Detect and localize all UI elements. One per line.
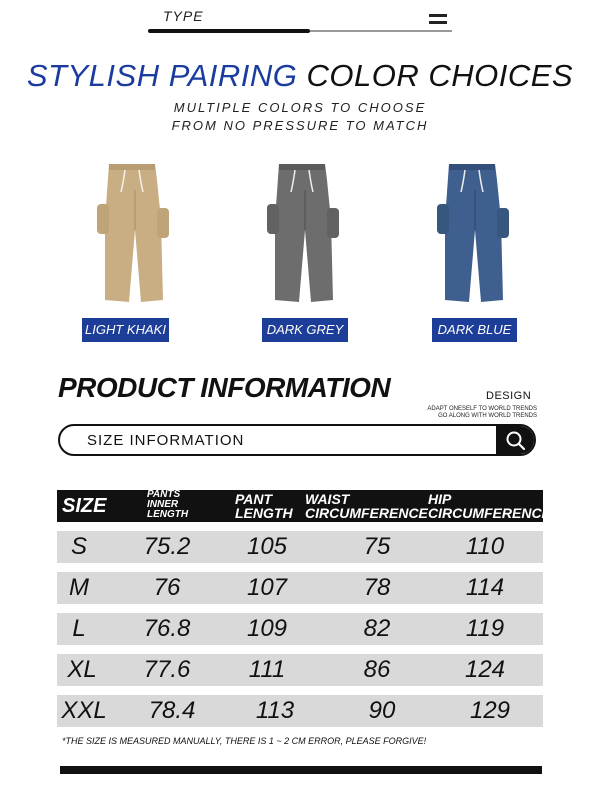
cell-pant-length: 107: [246, 574, 288, 601]
header-length-line-2: LENGTH: [235, 505, 293, 521]
cell-inner-length: 75.2: [143, 533, 191, 560]
header-hip: [428, 492, 551, 520]
header-hip-line-1: HIP: [428, 491, 452, 507]
header-inner-line-2: INNER: [147, 499, 179, 510]
pant-image-grey: [265, 160, 345, 306]
cell-inner-length: 77.6: [143, 656, 191, 683]
cell-pant-length: 105: [246, 533, 288, 560]
cell-inner-length: 78.4: [148, 697, 196, 724]
table-row: [57, 531, 543, 563]
cell-pant-length: 109: [246, 615, 288, 642]
type-label: TYPE: [163, 8, 204, 24]
table-row: [57, 613, 543, 645]
design-subtext-2: GO ALONG WITH WORLD TRENDS: [438, 413, 537, 419]
cell-size: XXL: [61, 697, 107, 724]
cell-size: M: [69, 574, 89, 601]
pant-image-blue: [435, 160, 515, 306]
cell-pant-length: 113: [255, 697, 295, 724]
footer-bar: [60, 766, 542, 774]
header-progress-line: [148, 29, 310, 33]
design-subtext-1: ADAPT ONESELF TO WORLD TRENDS: [427, 406, 537, 412]
cell-waist: 86: [363, 656, 391, 683]
pant-image-khaki: [95, 160, 175, 306]
color-label-khaki[interactable]: LIGHT KHAKI: [82, 318, 169, 342]
color-label-blue[interactable]: DARK BLUE: [432, 318, 517, 342]
cell-hip: 114: [465, 574, 505, 601]
search-icon: [496, 426, 534, 454]
measurement-note: *THE SIZE IS MEASURED MANUALLY, THERE IS 1 ~ 2 CM ERROR, PLEASE FORGIVE!: [62, 736, 427, 746]
product-info-title: PRODUCT INFORMATION: [58, 372, 391, 403]
table-row: [57, 695, 543, 727]
title-highlight: STYLISH PAIRING: [26, 58, 298, 93]
search-button[interactable]: [496, 426, 534, 454]
cell-inner-length: 76.8: [143, 615, 191, 642]
cell-hip: 124: [464, 656, 506, 683]
cell-waist: 82: [363, 615, 391, 642]
title-rest: COLOR CHOICES: [306, 58, 574, 93]
header-waist-line-1: WAIST: [305, 491, 350, 507]
cell-waist: 78: [363, 574, 391, 601]
subtitle-line-2: FROM NO PRESSURE TO MATCH: [171, 118, 429, 133]
size-info-search-bar[interactable]: [58, 424, 536, 456]
cell-inner-length: 76: [153, 574, 181, 601]
cell-waist: 75: [363, 533, 391, 560]
header-pant-length: [235, 492, 293, 520]
header-waist: [305, 492, 428, 520]
color-label-grey[interactable]: DARK GREY: [262, 318, 348, 342]
cell-hip: 110: [465, 533, 505, 560]
cell-pant-length: 111: [248, 656, 286, 683]
cell-waist: 90: [368, 697, 396, 724]
subtitle-line-1: MULTIPLE COLORS TO CHOOSE: [173, 100, 427, 115]
header-waist-line-2: CIRCUMFERENCE: [305, 505, 428, 521]
table-header: [57, 489, 551, 522]
header-length-line-1: PANT: [235, 491, 273, 507]
table-row: [57, 654, 543, 686]
size-table: [57, 489, 551, 727]
page-title: [0, 58, 600, 94]
header-hip-line-2: CIRCUMFERENCE: [428, 505, 551, 521]
header-pants-inner-length: [147, 490, 188, 520]
hamburger-icon[interactable]: [429, 14, 447, 24]
header-divider: [310, 30, 452, 32]
header-inner-line-3: LENGTH: [147, 509, 189, 520]
search-label: SIZE INFORMATION: [87, 432, 245, 449]
cell-hip: 119: [465, 615, 505, 642]
header-size: SIZE: [62, 495, 107, 517]
table-row: [57, 572, 543, 604]
cell-size: S: [70, 533, 87, 560]
design-label: DESIGN: [486, 390, 532, 402]
cell-size: L: [72, 615, 86, 642]
cell-size: XL: [67, 656, 97, 683]
header-inner-line-1: PANTS: [147, 489, 181, 500]
cell-hip: 129: [469, 697, 511, 724]
